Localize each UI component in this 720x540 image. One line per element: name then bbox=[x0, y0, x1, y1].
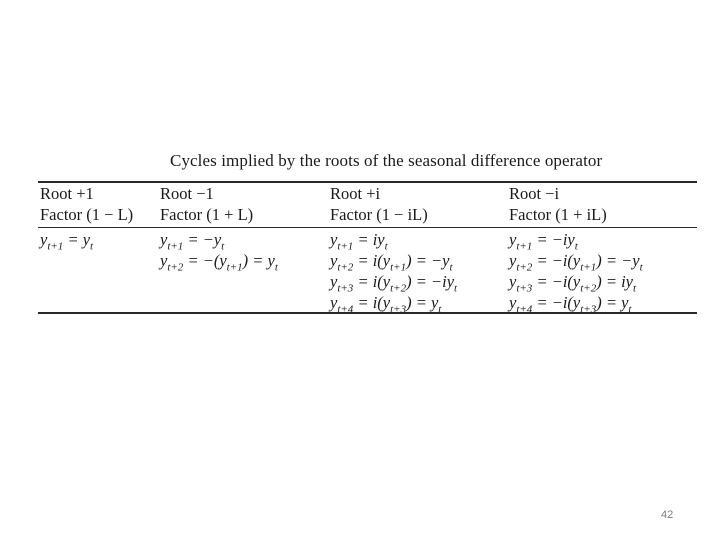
table-cell: $y_{t+2} = -i(y_{t+1}) = -y_t$ bbox=[509, 251, 643, 274]
column-root-label: Root +1 bbox=[40, 184, 94, 203]
table-cell: $y_{t+1} = -iy_t$ bbox=[509, 230, 578, 253]
table-cell: $y_{t+1} = iy_t$ bbox=[330, 230, 388, 253]
page-number: 42 bbox=[661, 509, 674, 521]
column-factor-label: Factor (1 − L) bbox=[40, 205, 134, 224]
column-root-label: Root +i bbox=[330, 184, 381, 203]
table-cell: $y_{t+1} = -y_t$ bbox=[160, 230, 225, 253]
table-cell: $y_{t+3} = i(y_{t+2}) = -iy_t$ bbox=[330, 272, 458, 295]
column-factor-label: Factor (1 + iL) bbox=[509, 205, 607, 224]
column-factor-label: Factor (1 + L) bbox=[160, 205, 254, 224]
table-cell: $y_{t+4} = i(y_{t+3}) = y_t$ bbox=[330, 293, 442, 316]
table-cell: $y_{t+1} = y_t$ bbox=[40, 230, 94, 253]
table-cell: $y_{t+4} = -i(y_{t+3}) = y_t$ bbox=[509, 293, 632, 316]
column-factor-label: Factor (1 − iL) bbox=[330, 205, 428, 224]
table-cell: $y_{t+3} = -i(y_{t+2}) = iy_t$ bbox=[509, 272, 637, 295]
table-cell: $y_{t+2} = -(y_{t+1}) = y_t$ bbox=[160, 251, 278, 274]
table-top-rule bbox=[38, 181, 697, 183]
table-cell: $y_{t+2} = i(y_{t+1}) = -y_t$ bbox=[330, 251, 453, 274]
table-caption: Cycles implied by the roots of the seasonal difference operator bbox=[170, 151, 603, 170]
table-header-rule bbox=[38, 227, 697, 228]
column-root-label: Root −i bbox=[509, 184, 560, 203]
column-root-label: Root −1 bbox=[160, 184, 214, 203]
